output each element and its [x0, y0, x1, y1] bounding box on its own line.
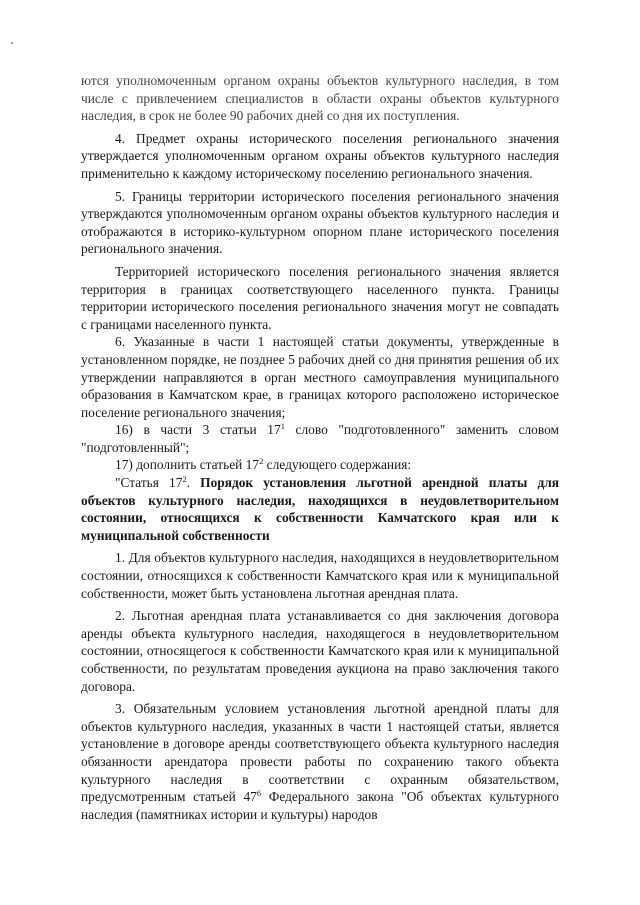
amendment-16-text-a: 16) в части 3 статьи 17	[115, 422, 281, 438]
paragraph-amendment-17	[81, 456, 559, 474]
amendment-17-superscript: 2	[259, 456, 264, 467]
paragraph-item-5: 5. Границы территории исторического поселения регионального значения утверждаются уполномоченным органом охраны объектов культурного наследия и отображаются в историко-культурном опорном плане исторического поселения регионального значения.	[81, 188, 559, 257]
paragraph-continuation: ются уполномоченным органом охраны объектов культурного наследия, в том числе с привлечением специалистов в области охраны объектов культурного наследия, в срок не более 90 рабочих дней со дня их поступления.	[81, 73, 559, 124]
article-heading-dot: .	[186, 475, 201, 491]
article-heading	[81, 474, 559, 544]
amendment-16-superscript: 1	[280, 421, 285, 432]
amendment-17-text-a: 17) дополнить статьей 17	[115, 457, 260, 473]
scan-speck	[11, 42, 13, 44]
article-part-3-superscript: 6	[256, 788, 262, 799]
article-part-3	[81, 700, 559, 823]
paragraph-item-4: 4. Предмет охраны исторического поселения регионального значения утверждается уполномоченным органом охраны объектов культурного наследия применительно к каждому историческому поселению регионального значения.	[81, 130, 559, 181]
paragraph-item-6: 6. Указанные в части 1 настоящей статьи документы, утвержденные в установленном порядке, не позднее 5 рабочих дней со дня принятия решения об их утверждении направляются в орган местного самоуправления муниципального образования в Камчатском крае, в границах которого расположено историческое поселение регионального значения;	[81, 334, 559, 420]
article-part-2: 2. Льготная арендная плата устанавливается со дня заключения договора аренды объекта культурного наследия, находящегося в неудовлетворительном состоянии, относящегося к собственности Камчатского края или к муниципальной собственности, по результатам проведения аукциона на право заключения такого договора.	[81, 608, 559, 694]
paragraph-amendment-16	[81, 421, 559, 456]
article-part-3-text-a: 3. Обязательным условием установления льготной арендной платы для объектов культурного наследия, указанных в части 1 настоящей статьи, является установление в договоре аренды соответствующего объекта культурного наследия обязанности арендатора провести работы по сохранению такого объекта культурного наследия в соответствии с охранным обязательством, предусмотренным статьей 47	[81, 701, 559, 805]
article-heading-title: Порядок установления льготной арендной платы для объектов культурного наследия, находящихся в неудовлетворительном состоянии, относящихся к собственности Камчатского края или к муниципальной собственности	[81, 475, 559, 543]
article-part-3-text-b: Федерального закона "Об объектах культурного наследия (памятниках истории и культуры) народов	[81, 789, 559, 822]
article-heading-superscript: 2	[182, 474, 187, 485]
amendment-16-text-b: слово "подготовленного" заменить словом "подготовленный";	[81, 422, 559, 455]
article-part-1: 1. Для объектов культурного наследия, находящихся в неудовлетворительном состоянии, относящихся к собственности Камчатского края или к муниципальной собственности, может быть установлена льготная арендная плата.	[81, 550, 559, 601]
article-heading-prefix: "Статья 17	[115, 475, 183, 491]
amendment-17-text-b: следующего содержания:	[263, 457, 412, 473]
document-page	[81, 72, 559, 823]
paragraph-territory: Территорией исторического поселения регионального значения является территория в границах соответствующего населенного пункта. Границы территории исторического поселения регионального значения могут не совпадать с границами населенного пункта.	[81, 263, 559, 332]
